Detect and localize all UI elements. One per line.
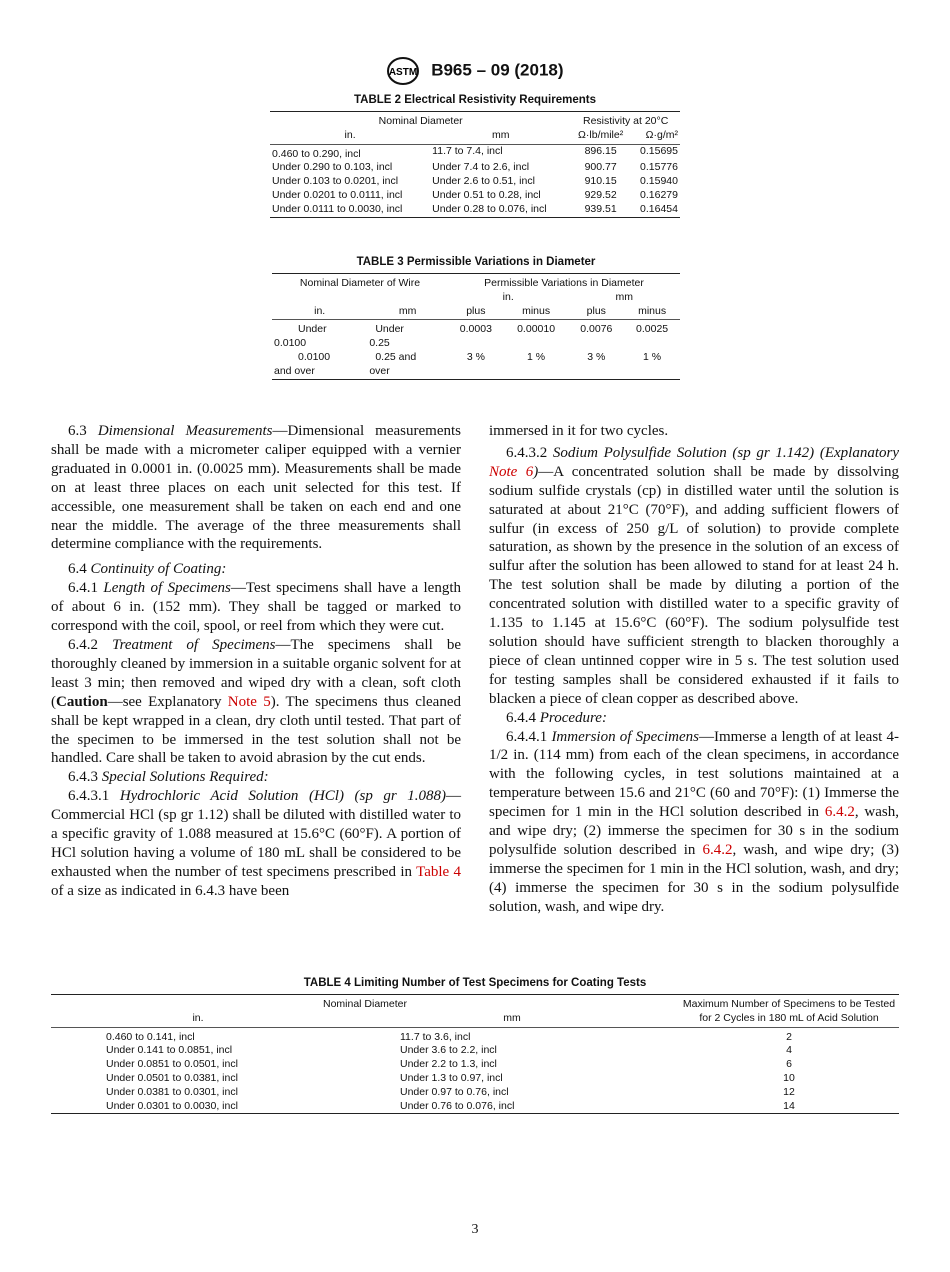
table-cell: 11.7 to 3.6, incl xyxy=(400,1030,471,1043)
column-subgroup-header: in. xyxy=(502,290,514,303)
section-number: 6.4 xyxy=(68,561,91,578)
table-cell: 3 % xyxy=(466,350,485,363)
table-row xyxy=(51,1072,899,1086)
table-cell xyxy=(272,320,367,351)
table-row xyxy=(270,144,680,161)
column-subgroup-header: mm xyxy=(615,290,633,303)
table-cell: Under 0.0501 to 0.0381, incl xyxy=(106,1071,238,1084)
table-caption: TABLE 3 Permissible Variations in Diameter xyxy=(356,256,596,268)
table-cell: Under 0.51 to 0.28, incl xyxy=(432,188,541,201)
paragraph xyxy=(489,709,899,728)
section-number: 6.4.4.1 xyxy=(506,728,552,745)
table-cell: Under 2.2 to 1.3, incl xyxy=(400,1058,497,1071)
paragraph xyxy=(489,422,899,441)
table-cell: Under 0.0381 to 0.0301, incl xyxy=(106,1085,238,1098)
table-cell: 0.460 to 0.290, incl xyxy=(272,147,361,160)
cross-reference-link[interactable]: Note 6 xyxy=(489,463,534,480)
column-header: in. xyxy=(270,129,430,144)
table-row xyxy=(51,1086,899,1100)
table-row xyxy=(272,351,680,379)
section-title: ) xyxy=(533,463,539,480)
table-cell: 0.0025 xyxy=(636,323,669,336)
cell-line: 0.25 and xyxy=(375,350,417,363)
column-header: minus xyxy=(504,305,569,320)
table-cell: 0.00010 xyxy=(517,323,556,336)
table-row xyxy=(51,1044,899,1058)
table-cell: Under 7.4 to 2.6, incl xyxy=(432,161,530,174)
paragraph xyxy=(51,579,461,636)
paragraph xyxy=(51,422,461,554)
section-title: Sodium Polysulfide Solution (sp gr 1.142) (Explanatory xyxy=(552,444,899,461)
cell-line: 0.0100 xyxy=(274,337,307,350)
body-text: of a size as indicated in 6.4.3 have been xyxy=(51,882,290,899)
column-header: plus xyxy=(448,305,504,320)
body-text: —Commercial HCl (sp gr 1.12) shall be diluted with distilled water to a specific gravity of 1.088 measured at 15.6°C (60°F). A portion of HCl solution having a volume of 180 mL shall be considered to be exhausted when the number of test specimens prescribed in xyxy=(51,788,462,880)
column-header: Ω·lb/mile² xyxy=(571,129,630,144)
column-group-header: Resistivity at 20°C xyxy=(583,115,669,127)
table-row xyxy=(270,203,680,217)
standard-designation: B965 – 09 (2018) xyxy=(431,60,564,80)
cell-line: 0.25 xyxy=(369,337,390,350)
paragraph xyxy=(51,636,461,768)
table-caption: TABLE 4 Limiting Number of Test Specimens for Coating Tests xyxy=(303,977,647,989)
section-number: 6.4.1 xyxy=(68,580,104,597)
table-cell: 10 xyxy=(783,1071,795,1084)
body-text: ). The specimens thus cleaned shall be kept wrapped in a clean, dry cloth until tested. That part of the specimen to be immersed in the test solution shall not be handled. Care shall be taken to avoid abrasion by the cut ends. xyxy=(51,693,461,767)
column-group-header: Permissible Variations in Diameter xyxy=(484,277,644,289)
table-cell: 929.52 xyxy=(584,188,617,201)
table-row xyxy=(270,161,680,175)
section-title: Immersion of Specimens xyxy=(551,728,699,745)
cross-reference-link[interactable]: Table 4 xyxy=(416,863,461,880)
column-header: mm xyxy=(367,305,448,320)
table-cell: 0.15695 xyxy=(640,144,678,157)
cross-reference-link[interactable]: Note 5 xyxy=(227,693,271,710)
cell-line: and over xyxy=(274,364,315,377)
paragraph xyxy=(489,728,899,917)
paragraph xyxy=(51,560,461,579)
table-cell: 0.460 to 0.141, incl xyxy=(106,1030,195,1043)
table-cell: Under 0.76 to 0.076, incl xyxy=(400,1099,515,1112)
table-cell: 0.0076 xyxy=(580,323,613,336)
column-group-header: Nominal Diameter xyxy=(322,998,408,1010)
table-cell: 0.16279 xyxy=(640,188,678,201)
column-header: Ω·g/m² xyxy=(630,129,680,144)
table-cell: Under 0.290 to 0.103, incl xyxy=(272,161,393,174)
section-number: 6.4.3 xyxy=(68,769,102,786)
column-group-header: Nominal Diameter of Wire xyxy=(299,277,421,289)
table-row xyxy=(270,189,680,203)
table-cell: 2 xyxy=(786,1030,792,1043)
section-title: Procedure: xyxy=(539,709,607,726)
document-header xyxy=(0,56,950,86)
table-cell: 6 xyxy=(786,1058,792,1071)
table-cell: 11.7 to 7.4, incl xyxy=(432,144,503,157)
cell-line: over xyxy=(369,364,390,377)
body-text: , wash, and wipe dry; (3) immerse the specimen for 1 min in the HCl solution, wash, and dry; (4) immerse the specimen for 30 s in the sodium polysulfide solution, wash, and wipe dry. xyxy=(489,841,899,915)
table-cell: Under 0.0201 to 0.0111, incl xyxy=(272,188,403,201)
table-cell: 900.77 xyxy=(584,161,617,174)
body-text: —The specimens shall be thoroughly cleaned by immersion in a suitable organic solvent for at least 3 min; then removed and wiped dry with a clean, soft cloth ( xyxy=(51,636,461,710)
table-cell: 0.15940 xyxy=(640,175,678,188)
table-row xyxy=(51,1100,899,1114)
section-title: Treatment of Specimens xyxy=(112,636,276,653)
table-cell: 0.0003 xyxy=(459,323,492,336)
table-cell: 1 % xyxy=(527,350,546,363)
table-cell: 1 % xyxy=(643,350,662,363)
table-row xyxy=(270,175,680,189)
body-text: , wash, and wipe dry; (2) immerse the specimen for 30 s in the sodium polysulfide solution described in xyxy=(489,804,900,858)
bold-text: Caution xyxy=(56,693,108,710)
cell-line: Under xyxy=(375,323,404,336)
table-3 xyxy=(272,256,680,380)
body-text: —A concentrated solution shall be made by dissolving sodium sulfide crystals (cp) in distilled water until the solution is saturated at about 21°C (70°F), and adding sufficient flowers of sulfur (in excess of 250 g/L of solution) to provide complete saturation, as shown by the presence in the solution of an excess of sulfur after the solution has been allowed to stand for at least 24 h. The test solution shall be made by diluting a portion of the concentrated solution with distilled water to a specific gravity of 1.135 to 1.145 at 15.6°C (60°F). The sodium polysulfide test solution should have sufficient strength to blacken thoroughly a piece of clean untinned copper wire in 5 s. The test solution used for testing samples shall be considered exhausted if it fails to blacken a piece of clean copper as described above. xyxy=(489,463,899,707)
table-cell: Under 1.3 to 0.97, incl xyxy=(400,1071,503,1084)
column-header: mm xyxy=(345,1012,679,1027)
paragraph xyxy=(51,787,461,900)
table-cell: 0.16454 xyxy=(640,202,678,215)
table-cell: Under 0.141 to 0.0851, incl xyxy=(106,1044,233,1057)
cross-reference-link[interactable]: 6.4.2 xyxy=(702,841,733,858)
body-text: —Immerse a length of at least 4-1/2 in. (114 mm) from each of the clean specimens, in accordance with the following cycles, in test solutions maintained at a temperature between 15.6 and 21°C (60 and 70°F): (1) Immerse the specimen for 1 min in the HCl solution described in xyxy=(489,728,899,821)
table-cell: Under 0.103 to 0.0201, incl xyxy=(272,175,399,188)
table-row xyxy=(51,1027,899,1044)
section-number: 6.4.3.2 xyxy=(506,444,553,461)
section-number: 6.4.2 xyxy=(68,636,113,653)
table-cell: 14 xyxy=(783,1099,795,1112)
table-row xyxy=(51,1058,899,1072)
section-title: Dimensional Measurements xyxy=(97,423,273,439)
table-cell: Under 0.0111 to 0.0030, incl xyxy=(272,202,403,215)
table-cell: Under 0.0851 to 0.0501, incl xyxy=(106,1058,238,1071)
column-header: plus xyxy=(568,305,624,320)
body-text: —Dimensional measurements shall be made with a micrometer caliper equipped with a vernier graduated in 0.0001 in. (0.0025 mm). Measurements shall be made on at least three places on each unit selected for this test. If accessible, one measurement shall be taken on each end and one near the middle. The average of the three measurements shall determine compliance with the requirements. xyxy=(51,423,461,553)
table-cell: Under 0.0301 to 0.0030, incl xyxy=(106,1099,238,1112)
body-text: —Test specimens shall have a length of about 6 in. (152 mm). They shall be tagged or marked to correspond with the coil, spool, or reel from which they were cut. xyxy=(51,580,461,635)
section-number: 6.4.4 xyxy=(506,709,540,726)
section-title: Special Solutions Required: xyxy=(101,769,269,786)
table-cell: 896.15 xyxy=(584,144,617,157)
column-header: Maximum Number of Specimens to be Tested for 2 Cycles in 180 mL of Acid Solution xyxy=(679,995,899,1028)
table-cell: Under 0.97 to 0.76, incl xyxy=(400,1085,509,1098)
column-header: minus xyxy=(624,305,680,320)
table-cell xyxy=(272,351,367,379)
body-text: —see Explanatory xyxy=(107,693,228,710)
table-cell: Under 0.28 to 0.076, incl xyxy=(432,202,547,215)
table-cell: 12 xyxy=(783,1085,795,1098)
page-number: 3 xyxy=(471,1222,479,1237)
cell-line: 0.0100 xyxy=(298,350,331,363)
section-title: Hydrochloric Acid Solution (HCl) (sp gr 1.088) xyxy=(119,788,447,805)
astm-logo-icon xyxy=(386,56,420,86)
column-group-header: Nominal Diameter xyxy=(378,115,463,127)
svg-text:ASTM: ASTM xyxy=(389,67,418,78)
column-header: in. xyxy=(272,305,367,320)
table-cell xyxy=(367,320,448,351)
table-row xyxy=(272,320,680,351)
table-cell: 910.15 xyxy=(584,175,617,188)
table-4 xyxy=(51,977,899,1114)
right-text-column xyxy=(489,422,899,917)
paragraph xyxy=(51,768,461,787)
paragraph xyxy=(489,444,899,709)
left-text-column xyxy=(51,422,461,901)
cross-reference-link[interactable]: 6.4.2 xyxy=(824,804,855,821)
table-cell: 939.51 xyxy=(584,202,617,215)
cell-line: Under xyxy=(298,323,327,336)
table-cell: Under 2.6 to 0.51, incl xyxy=(432,175,535,188)
section-number: 6.3 xyxy=(68,423,98,439)
table-cell: 3 % xyxy=(587,350,606,363)
table-cell xyxy=(367,351,448,379)
column-header: in. xyxy=(51,1012,345,1027)
table-cell: 0.15776 xyxy=(640,161,678,174)
section-title: Continuity of Coating: xyxy=(90,561,227,578)
table-2 xyxy=(270,94,680,218)
table-caption: TABLE 2 Electrical Resistivity Requirements xyxy=(353,94,596,106)
body-text: immersed in it for two cycles. xyxy=(489,423,669,439)
column-header: mm xyxy=(430,129,571,144)
section-number: 6.4.3.1 xyxy=(68,788,120,805)
table-cell: 4 xyxy=(786,1044,792,1057)
section-title: Length of Specimens xyxy=(103,580,231,597)
table-cell: Under 3.6 to 2.2, incl xyxy=(400,1044,497,1057)
